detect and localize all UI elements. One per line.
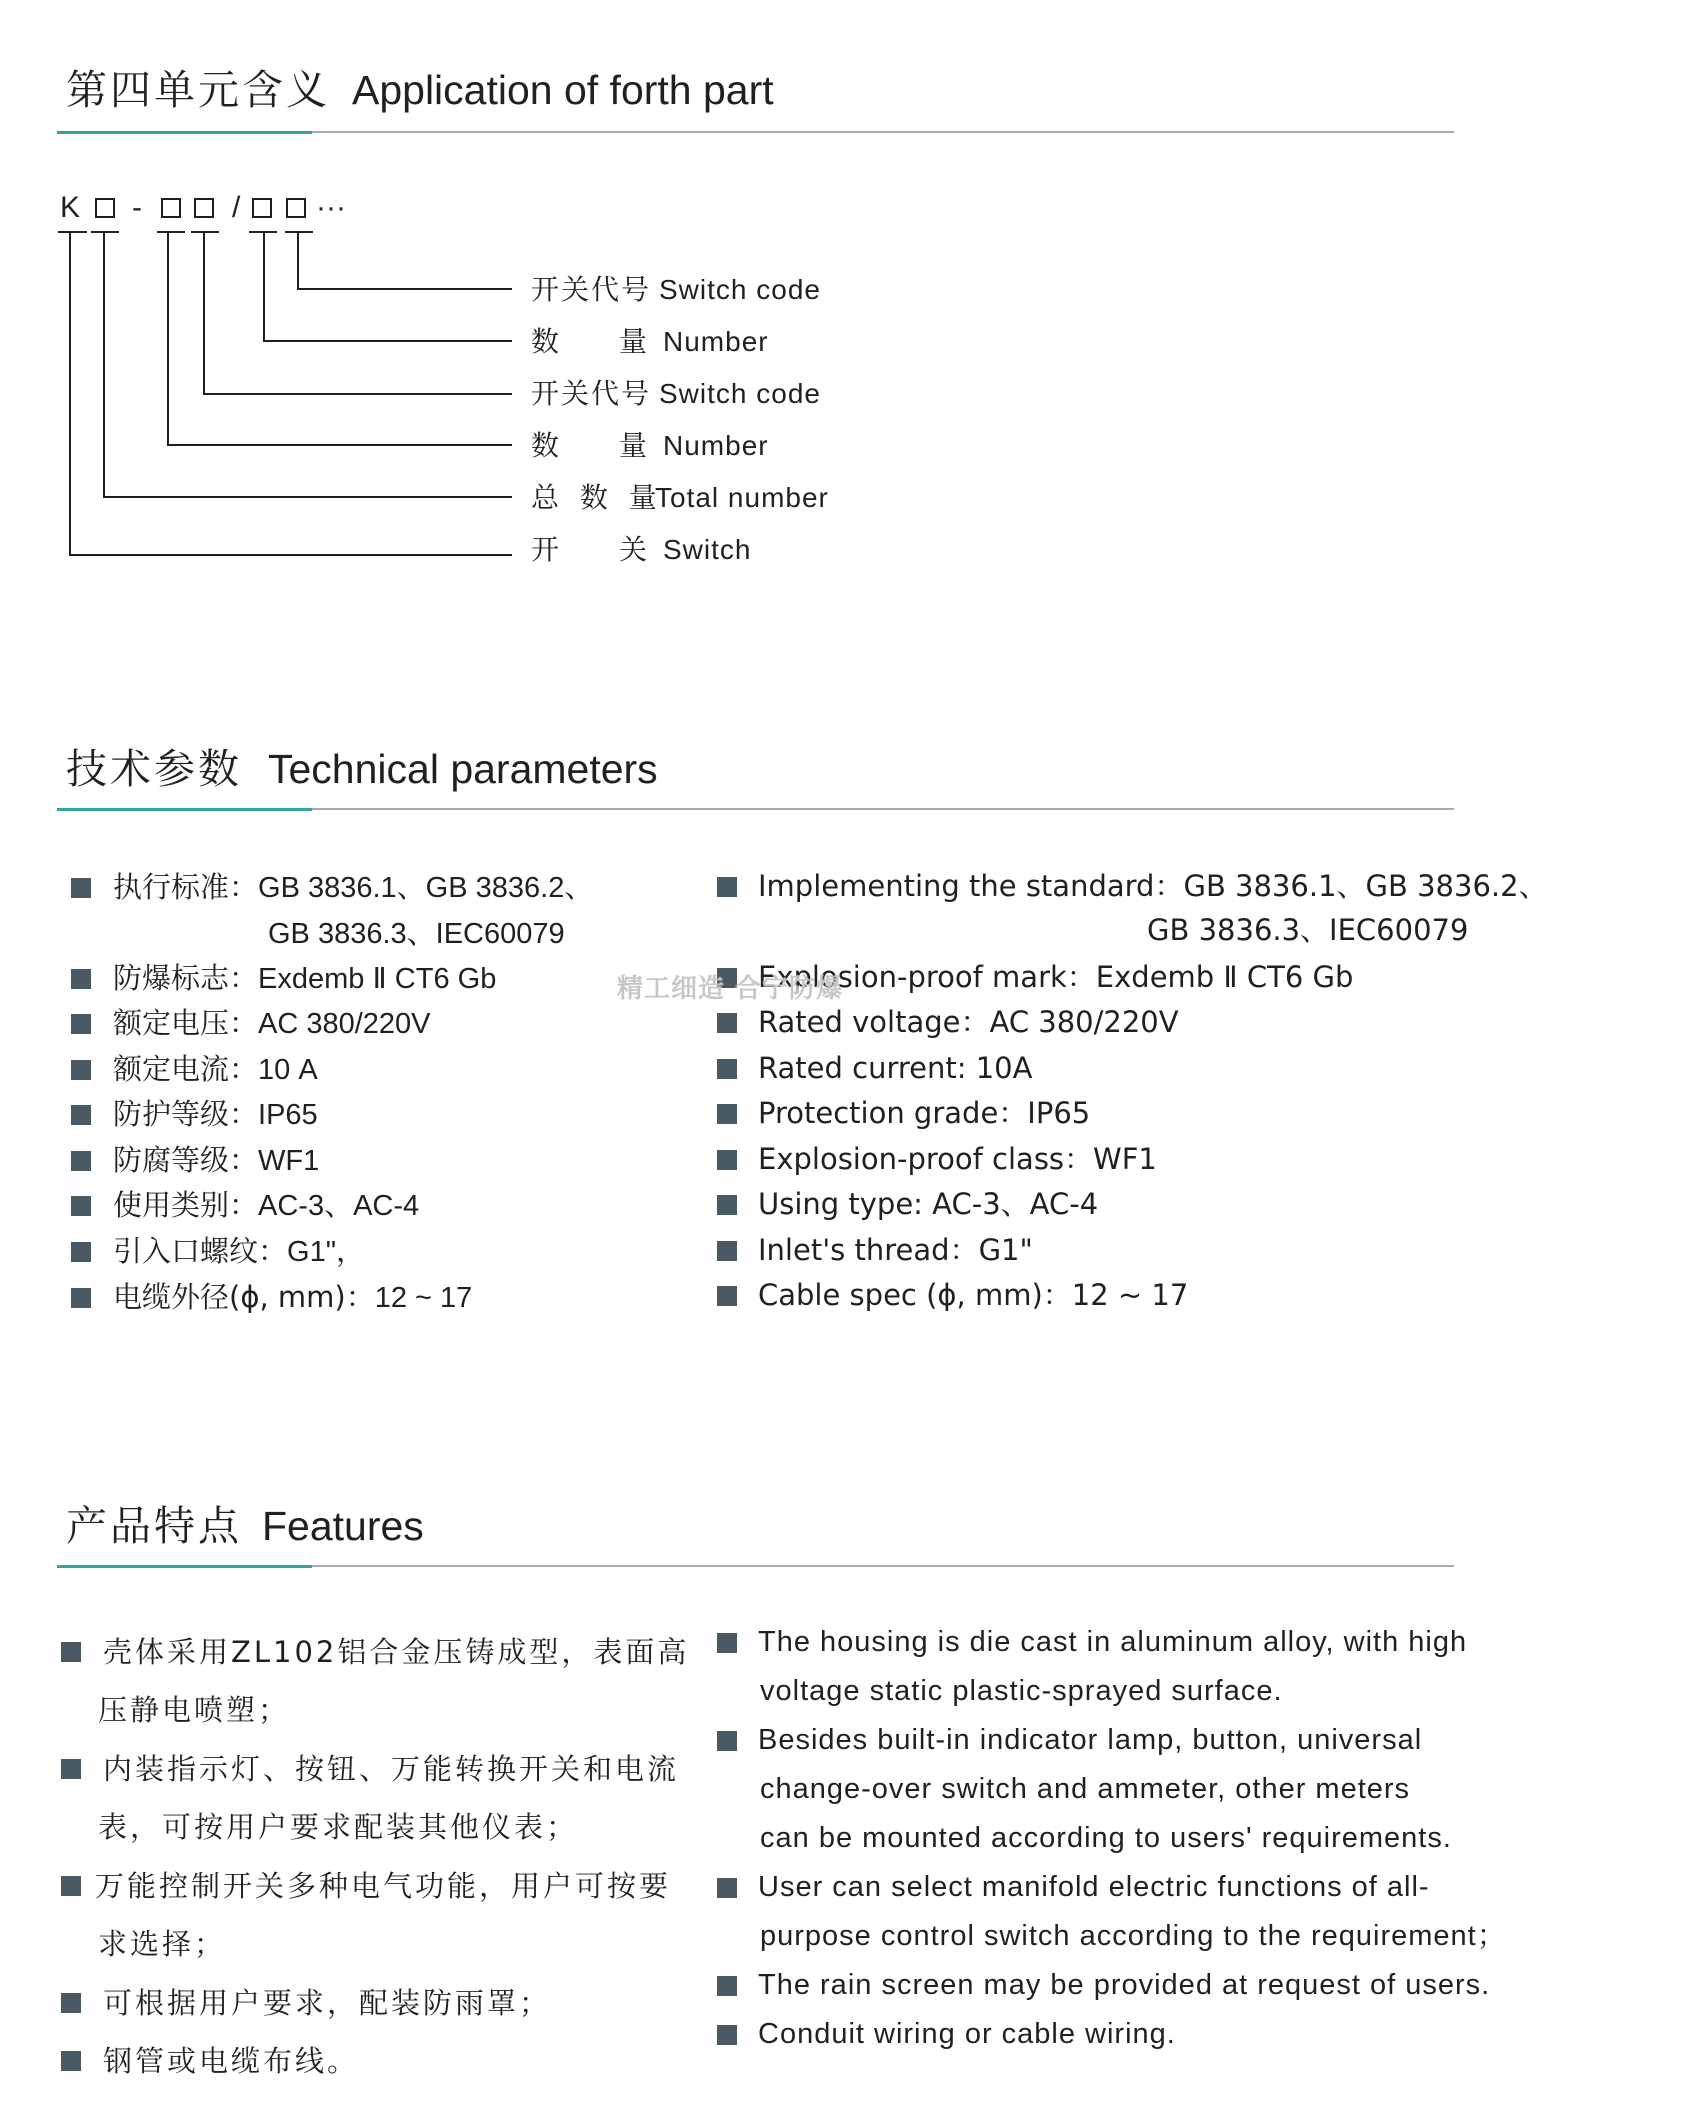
section-title-technical [66, 736, 658, 795]
feature-item-cont: 求选择； [98, 1927, 227, 1961]
bullet-icon [717, 1878, 737, 1898]
watermark: 精工细造 合宁防爆 [617, 974, 844, 1004]
section-divider [57, 131, 1454, 133]
tech-param-voltage: Rated voltage：AC 380/220V [758, 1005, 1179, 1039]
code-label-en: Switch code [659, 274, 821, 305]
feature-item: User can select manifold electric functions of all- [758, 1871, 1430, 1903]
feature-item-cont: change-over switch and ammeter, other meters [760, 1773, 1411, 1805]
feature-item-cont: 表，可按用户要求配装其他仪表； [98, 1810, 579, 1844]
feature-item: Besides built-in indicator lamp, button, universal [758, 1724, 1423, 1756]
code-label-zh: 数 量 [531, 325, 647, 358]
bullet-icon [71, 1014, 91, 1034]
bullet-icon [717, 1241, 737, 1261]
section-title-application [66, 57, 774, 116]
bullet-icon [71, 1196, 91, 1216]
bullet-icon [717, 1195, 737, 1215]
section-title-zh: 技术参数 [66, 745, 242, 793]
bullet-icon [717, 1286, 737, 1306]
tech-param-current: 额定电流：10 A [113, 1052, 318, 1086]
model-slot-number-2 [252, 198, 272, 218]
bullet-icon [717, 1633, 737, 1653]
bullet-icon [71, 1242, 91, 1262]
divider-accent [57, 131, 312, 134]
code-label-total-number [531, 480, 829, 516]
section-title-zh: 产品特点 [66, 1502, 242, 1550]
bullet-icon [717, 1976, 737, 1996]
bullet-icon [717, 1731, 737, 1751]
code-label-en: Number [663, 430, 769, 461]
bullet-icon [61, 1642, 81, 1662]
tech-param-standard-cont: GB 3836.3、IEC60079 [268, 918, 565, 950]
code-label-switch [531, 532, 751, 568]
feature-item: 可根据用户要求，配装防雨罩； [103, 1986, 552, 2020]
feature-item: Conduit wiring or cable wiring. [758, 2018, 1176, 2050]
bullet-icon [717, 1059, 737, 1079]
feature-item: The housing is die cast in aluminum alloy, with high [758, 1626, 1468, 1658]
model-slot-number [161, 198, 181, 218]
bullet-icon [71, 878, 91, 898]
section-divider [57, 808, 1454, 810]
tech-param-standard-cont: GB 3836.3、IEC60079 [1147, 913, 1469, 947]
model-slot-switch-code [194, 198, 214, 218]
section-title-en: Features [262, 1503, 424, 1549]
feature-item: 内装指示灯、按钮、万能转换开关和电流 [103, 1752, 680, 1786]
bullet-icon [717, 877, 737, 897]
bullet-icon [71, 1060, 91, 1080]
section-divider [57, 1565, 1454, 1567]
model-slash: / [232, 191, 241, 224]
tech-param-ex-mark: 防爆标志：Exdemb Ⅱ CT6 Gb [113, 961, 497, 995]
bullet-icon [717, 1150, 737, 1170]
tech-param-standard: 执行标准：GB 3836.1、GB 3836.2、 [113, 870, 594, 904]
code-label-en: Switch code [659, 378, 821, 409]
tech-param-protection: Protection grade：IP65 [758, 1096, 1091, 1130]
code-label-en: Switch [663, 534, 752, 565]
bullet-icon [61, 1759, 81, 1779]
feature-item: 壳体采用ZL102铝合金压铸成型，表面高 [103, 1635, 690, 1669]
bullet-icon [717, 1104, 737, 1124]
code-label-zh: 数 量 [531, 429, 647, 462]
feature-item: The rain screen may be provided at request of users. [758, 1969, 1491, 2001]
code-label-zh: 总 数 量 [531, 481, 663, 514]
tech-param-thread: Inlet's thread：G1" [758, 1233, 1033, 1267]
tech-param-protection: 防护等级：IP65 [113, 1097, 318, 1131]
bullet-icon [61, 1876, 81, 1896]
tech-param-thread: 引入口螺纹：G1"， [113, 1234, 365, 1268]
tech-param-current: Rated current: 10A [758, 1051, 1033, 1085]
tech-param-anticorrosion: 防腐等级：WF1 [113, 1143, 320, 1177]
tech-param-ex-class: Explosion-proof class：WF1 [758, 1142, 1157, 1176]
tech-param-usage: Using type: AC-3、AC-4 [758, 1187, 1099, 1221]
bullet-icon [61, 2051, 81, 2071]
bullet-icon [71, 1151, 91, 1171]
tech-param-standard: Implementing the standard：GB 3836.1、GB 3836.2、 [758, 869, 1548, 903]
tech-param-ex-mark: Explosion-proof mark：Exdemb Ⅱ CT6 Gb [758, 960, 1354, 994]
code-label-zh: 开关代号 [531, 273, 652, 306]
tech-param-cable: 电缆外径(ϕ, mm)：12 ~ 17 [113, 1280, 473, 1314]
model-prefix: K [60, 191, 81, 224]
feature-item: 万能控制开关多种电气功能，用户可按要 [95, 1869, 672, 1903]
code-label-switch-code [531, 376, 821, 412]
code-label-switch-code [531, 272, 821, 308]
bullet-icon [71, 1288, 91, 1308]
section-title-features [66, 1493, 424, 1552]
section-title-zh: 第四单元含义 [66, 66, 330, 114]
code-label-en: Number [663, 326, 769, 357]
bullet-icon [71, 1105, 91, 1125]
tech-param-voltage: 额定电压：AC 380/220V [113, 1006, 431, 1040]
bullet-icon [717, 1013, 737, 1033]
model-ellipsis: ··· [316, 191, 346, 224]
section-title-en: Application of forth part [352, 67, 774, 113]
tech-param-cable: Cable spec (ϕ, mm)：12 ~ 17 [758, 1278, 1189, 1312]
bullet-icon [71, 969, 91, 989]
model-slot-total [95, 198, 115, 218]
feature-item-cont: can be mounted according to users' requirements. [760, 1822, 1452, 1854]
divider-accent [57, 1565, 312, 1568]
feature-item-cont: purpose control switch according to the requirement； [760, 1920, 1507, 1952]
feature-item: 钢管或电缆布线。 [103, 2044, 360, 2078]
bullet-icon [717, 2025, 737, 2045]
tech-param-usage: 使用类别：AC-3、AC-4 [113, 1188, 420, 1222]
code-label-zh: 开关代号 [531, 377, 652, 410]
section-title-en: Technical parameters [268, 746, 658, 792]
code-label-en: Total number [655, 482, 829, 513]
divider-accent [57, 808, 312, 811]
feature-item-cont: voltage static plastic-sprayed surface. [760, 1675, 1283, 1707]
code-label-number [531, 324, 769, 360]
model-slot-switch-code-2 [286, 198, 306, 218]
code-label-number [531, 428, 769, 464]
model-dash: - [132, 191, 142, 224]
feature-item-cont: 压静电喷塑； [98, 1693, 291, 1727]
bullet-icon [61, 1993, 81, 2013]
code-label-zh: 开 关 [531, 533, 647, 566]
